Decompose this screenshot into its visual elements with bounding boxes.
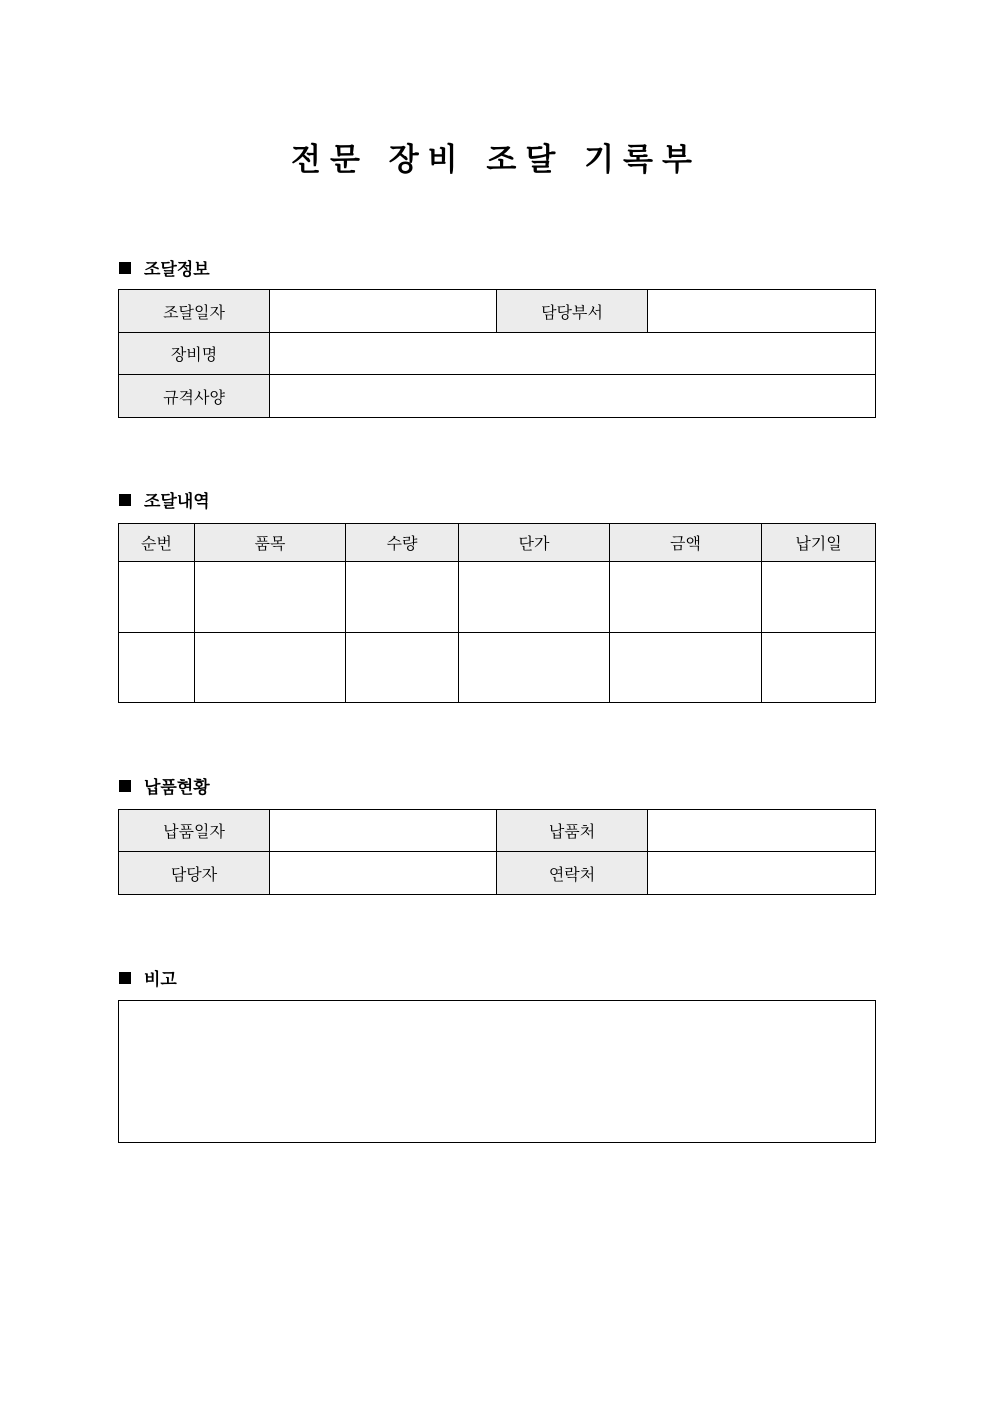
- remarks-field[interactable]: [119, 1001, 876, 1143]
- section-title: 조달정보: [144, 260, 210, 280]
- section-heading-procurement-details: [119, 487, 210, 512]
- square-bullet-icon: [119, 494, 131, 506]
- procurement-date-label: 조달일자: [119, 290, 270, 333]
- table-cell[interactable]: [762, 633, 876, 703]
- section-title: 비고: [144, 970, 177, 990]
- procurement-details-table: [118, 523, 876, 703]
- table-cell[interactable]: [119, 562, 195, 633]
- specification-label: 규격사양: [119, 375, 270, 418]
- section-heading-delivery-status: [119, 773, 210, 798]
- column-header-quantity: 수량: [346, 524, 459, 562]
- delivery-place-field[interactable]: [648, 810, 876, 852]
- column-header-seq: 순번: [119, 524, 195, 562]
- delivery-date-label: 납품일자: [119, 810, 270, 852]
- table-cell[interactable]: [459, 562, 610, 633]
- column-header-amount: 금액: [610, 524, 762, 562]
- square-bullet-icon: [119, 972, 131, 984]
- table-cell[interactable]: [762, 562, 876, 633]
- section-title: 조달내역: [144, 492, 210, 512]
- remarks-table: [118, 1000, 876, 1143]
- table-row: [119, 633, 876, 703]
- delivery-place-label: 납품처: [497, 810, 648, 852]
- table-cell[interactable]: [610, 633, 762, 703]
- equipment-name-field[interactable]: [270, 333, 876, 375]
- contact-label: 연락처: [497, 852, 648, 895]
- delivery-date-field[interactable]: [270, 810, 497, 852]
- table-row: [119, 562, 876, 633]
- specification-field[interactable]: [270, 375, 876, 418]
- contact-person-field[interactable]: [270, 852, 497, 895]
- column-header-item: 품목: [195, 524, 346, 562]
- procurement-date-field[interactable]: [270, 290, 497, 333]
- section-heading-procurement-info: [119, 255, 210, 280]
- column-header-unit-price: 단가: [459, 524, 610, 562]
- table-cell[interactable]: [346, 633, 459, 703]
- department-field[interactable]: [648, 290, 876, 333]
- delivery-status-table: [118, 809, 876, 895]
- page-title: 전문 장비 조달 기록부: [291, 142, 701, 178]
- procurement-info-table: [118, 289, 876, 418]
- table-cell[interactable]: [119, 633, 195, 703]
- column-header-due-date: 납기일: [762, 524, 876, 562]
- square-bullet-icon: [119, 780, 131, 792]
- section-heading-remarks: [119, 965, 177, 990]
- table-cell[interactable]: [346, 562, 459, 633]
- table-cell[interactable]: [459, 633, 610, 703]
- contact-person-label: 담당자: [119, 852, 270, 895]
- department-label: 담당부서: [497, 290, 648, 333]
- section-title: 납품현황: [144, 778, 210, 798]
- contact-field[interactable]: [648, 852, 876, 895]
- table-cell[interactable]: [610, 562, 762, 633]
- equipment-name-label: 장비명: [119, 333, 270, 375]
- table-cell[interactable]: [195, 562, 346, 633]
- table-cell[interactable]: [195, 633, 346, 703]
- square-bullet-icon: [119, 262, 131, 274]
